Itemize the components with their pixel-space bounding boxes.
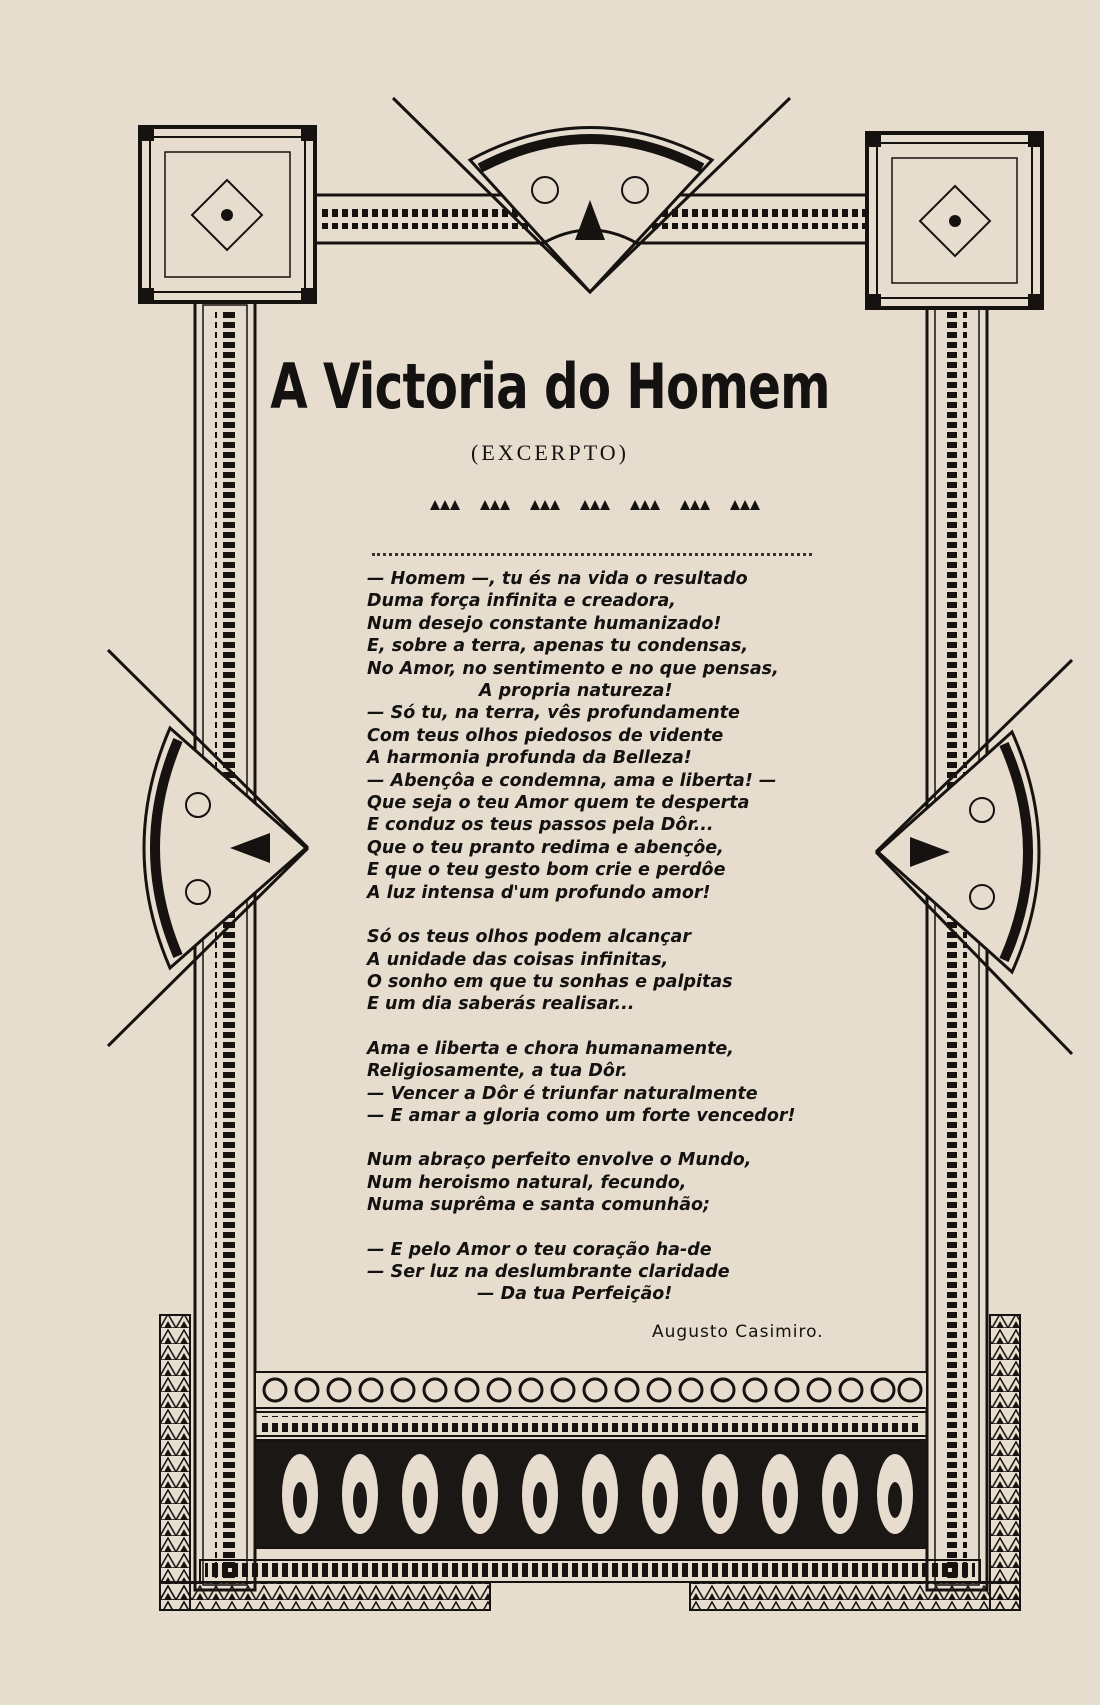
poem-line: Num abraço perfeito envolve o Mundo, — [367, 1150, 752, 1171]
right-border-band — [927, 300, 987, 1590]
poem-line: — E amar a gloria como um forte vencedor! — [367, 1105, 796, 1126]
poem-line: Que seja o teu Amor quem te desperta — [367, 793, 750, 814]
poem-line: Num desejo constante humanizado! — [367, 613, 722, 634]
poem-body — [367, 568, 827, 1306]
poem-line: — Da tua Perfeição! — [477, 1284, 673, 1305]
poem-line: Com teus olhos piedosos de vidente — [367, 725, 724, 746]
poem-line: Num heroismo natural, fecundo, — [367, 1172, 687, 1193]
poem-line: No Amor, no sentimento e no que pensas, — [367, 658, 779, 679]
poem-line: A luz intensa d'um profundo amor! — [367, 882, 711, 903]
poem-line: — E pelo Amor o teu coração ha-de — [367, 1239, 712, 1260]
poem-line: E um dia saberás realisar... — [367, 994, 635, 1015]
poem-line: Numa suprêma e santa comunhão; — [367, 1195, 711, 1216]
poem-line: Duma força infinita e creadora, — [367, 591, 676, 612]
poem-line: Ama e liberta e chora humanamente, — [367, 1038, 734, 1059]
left-border-band — [195, 300, 255, 1590]
poem-line: A propria natureza! — [479, 681, 673, 702]
poem-line: E, sobre a terra, apenas tu condensas, — [367, 636, 749, 657]
stanza-break — [367, 1016, 827, 1038]
poem-line: E que o teu gesto bom crie e perdôe — [367, 860, 726, 881]
bottom-ornament-block — [160, 1315, 1020, 1610]
poem-line: O sonho em que tu sonhas e palpitas — [367, 971, 733, 992]
poem-line: — Abençôa e condemna, ama e liberta! — — [367, 770, 777, 791]
top-left-corner-ornament — [140, 127, 315, 302]
poem-line: — Ser luz na deslumbrante claridade — [367, 1261, 730, 1282]
poem-line: Só os teus olhos podem alcançar — [367, 927, 691, 948]
left-fan-ornament — [108, 650, 308, 1046]
poem-line: — Só tu, na terra, vês profundamente — [367, 703, 740, 724]
poem-line: — Homem —, tu és na vida o resultado — [367, 569, 748, 589]
poem-line: Religiosamente, a tua Dôr. — [367, 1061, 628, 1082]
poem-line: — Vencer a Dôr é triunfar naturalmente — [367, 1083, 758, 1104]
ornament-row — [430, 500, 760, 510]
top-right-corner-ornament — [867, 133, 1042, 308]
stanza-break — [367, 904, 827, 926]
poem-title: A Victoria do Homem — [270, 350, 830, 423]
poem-line: A harmonia profunda da Belleza! — [367, 748, 692, 769]
stanza-break — [367, 1217, 827, 1239]
stanza-break — [367, 1127, 827, 1149]
poem-author: Augusto Casimiro. — [652, 1322, 824, 1342]
poem-line: E conduz os teus passos pela Dôr... — [367, 815, 714, 836]
poem-line: A unidade das coisas infinitas, — [367, 949, 669, 970]
poem-subtitle: (EXCERPTO) — [471, 440, 629, 465]
dotted-separator — [372, 553, 812, 560]
poem-line: Que o teu pranto redima e abençôe, — [367, 837, 724, 858]
right-fan-ornament — [876, 660, 1072, 1054]
